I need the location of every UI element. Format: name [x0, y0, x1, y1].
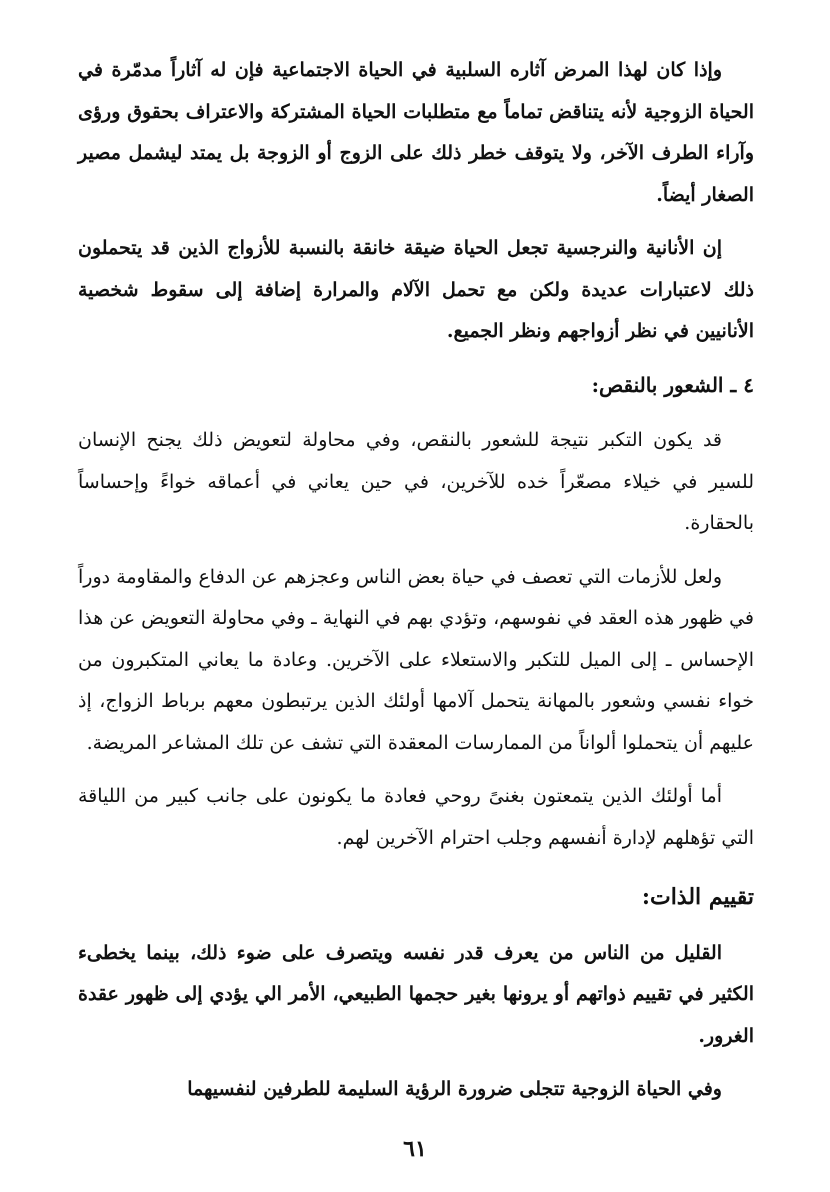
paragraph: وفي الحياة الزوجية تتجلى ضرورة الرؤية السليمة للطرفين لنفسيهما — [187, 1078, 722, 1100]
paragraph: القليل من الناس من يعرف قدر نفسه ويتصرف على ضوء ذلك، بينما يخطىء الكثير في تقييم ذواتهم أو يرونها بغير حجمها الطبيعي، الأمر الي يؤدي إلى ظهور عقدة الغرور. — [78, 941, 754, 1047]
paragraph: وإذا كان لهذا المرض آثاره السلبية في الحياة الاجتماعية فإن له آثاراً مدمّرة في الحياة الزوجية لأنه يتناقض تماماً مع متطلبات الحياة المشتركة والاعتراف بحقوق ورؤى وآراء الطرف الآخر، ولا يتوقف خطر ذلك على الزوج أو الزوجة بل يمتد ليشمل مصير الصغار أيضاً. — [78, 59, 754, 206]
page-number: ٦١ — [403, 1136, 427, 1162]
page-body — [78, 50, 754, 1123]
paragraph: ولعل للأزمات التي تعصف في حياة بعض الناس وعجزهم عن الدفاع والمقاومة دوراً في ظهور هذه العقد في نفوسهم، وتؤدي بهم في النهاية ـ وفي محاولة التعويض عن هذا الإحساس ـ إلى الميل للتكبر والاستعلاء على الآخرين. وعادة ما يعاني المتكبرون من خواء نفسي وشعور بالمهانة يتحمل آلامها أولئك الذين يرتبطون معهم برباط الزواج، إذ عليهم أن يتحملوا ألواناً من الممارسات المعقدة التي تشف عن تلك المشاعر المريضة. — [78, 565, 754, 754]
paragraph: قد يكون التكبر نتيجة للشعور بالنقص، وفي محاولة لتعويض ذلك يجنح الإنسان للسير في خيلاء مصعّراً خده للآخرين، في حين يعاني في أعماقه خواءً وإحساساً بالحقارة. — [78, 429, 754, 534]
paragraph: أما أولئك الذين يتمعتون بغنىً روحي فعادة ما يكونون على جانب كبير من اللياقة التي تؤهلهم لإدارة أنفسهم وجلب احترام الآخرين لهم. — [78, 785, 754, 849]
paragraph: إن الأنانية والنرجسية تجعل الحياة ضيقة خانقة بالنسبة للأزواج الذين قد يتحملون ذلك لاعتبارات عديدة ولكن مع تحمل الآلام والمرارة إضافة إلى سقوط شخصية الأنانيين في نظر أزواجهم ونظر الجميع. — [78, 237, 754, 342]
section-heading: ٤ ـ الشعور بالنقص: — [591, 372, 754, 397]
section-heading: تقييم الذات: — [641, 884, 754, 910]
